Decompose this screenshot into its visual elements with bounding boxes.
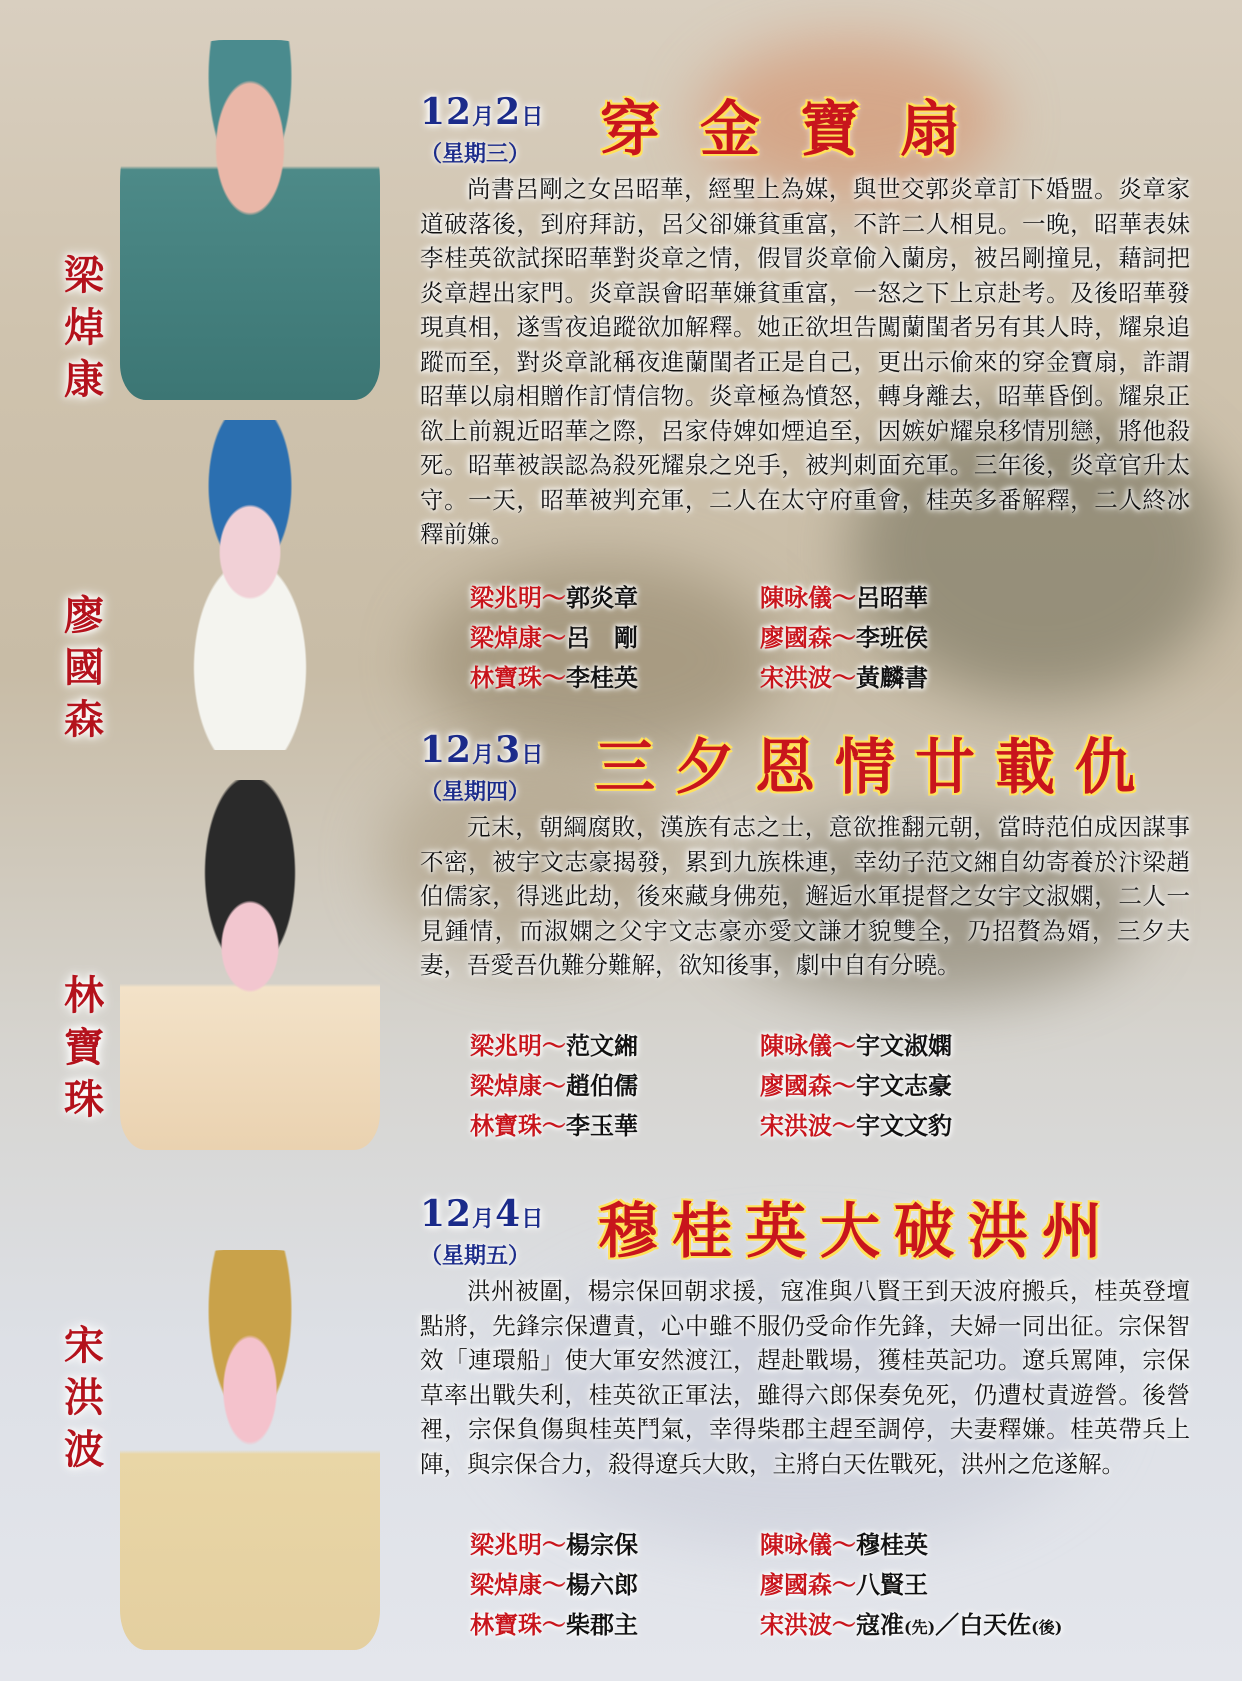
date-month-unit: 月 xyxy=(472,104,496,130)
cast-item: 陳咏儀～呂昭華 xyxy=(760,583,928,612)
show-date xyxy=(420,90,580,170)
performer-photo xyxy=(120,1250,380,1650)
date-month: 12 xyxy=(420,729,473,771)
show-date xyxy=(420,1192,580,1272)
show-section-3 xyxy=(420,1192,1200,1672)
cast-item: 廖國森～宇文志豪 xyxy=(760,1071,952,1100)
show-synopsis: 元末，朝綱腐敗，漢族有志之士，意欲推翻元朝，當時范伯成因謀事不密，被宇文志豪揭發，累到九族株連，幸幼子范文緗自幼寄養於汴梁趙伯儒家，得逃此劫，後來藏身佛苑，邂逅水軍提督之女宇文淑嫻，二人一見鍾情，而淑嫻之父宇文志豪亦愛文謙才貌雙全，乃招贅為婿，三夕夫妻，吾愛吾仇難分難解，欲知後事，劇中自有分曉。 xyxy=(420,813,1190,979)
cast-list xyxy=(470,1527,1063,1646)
cast-item: 林寶珠～柴郡主 xyxy=(470,1610,638,1639)
show-weekday: （星期三） xyxy=(420,141,531,167)
cast-item: 梁焯康～趙伯儒 xyxy=(470,1071,638,1100)
cast-item: 梁焯康～呂 剛 xyxy=(470,623,638,652)
cast-item: 梁兆明～楊宗保 xyxy=(470,1530,638,1559)
portrait-3 xyxy=(60,780,390,1150)
cast-item: 梁焯康～楊六郎 xyxy=(470,1570,638,1599)
date-month: 12 xyxy=(420,91,473,133)
cast-item: 宋洪波～寇准(先)／白天佐(後) xyxy=(760,1610,1063,1639)
portrait-2 xyxy=(60,420,390,750)
performer-name: 林寶珠 xyxy=(64,972,104,1123)
show-synopsis: 洪州被圍，楊宗保回朝求援，寇准與八賢王到天波府搬兵，桂英登壇點將，先鋒宗保遭責，心中雖不服仍受命作先鋒，夫婦一同出征。宗保智效「連環船」使大軍安然渡江，趕赴戰場，獲桂英記功。遼兵罵陣，宗保草率出戰失利，桂英欲正軍法，雖得六郎保奏免死，仍遭杖責遊營。後營裡，宗保負傷與桂英鬥氣，幸得柴郡主趕至調停，夫妻釋嫌。桂英帶兵上陣，與宗保合力，殺得遼兵大敗，主將白天佐戰死，洪州之危遂解。 xyxy=(420,1277,1190,1478)
cast-item: 梁兆明～郭炎章 xyxy=(470,583,638,612)
date-month: 12 xyxy=(420,1193,473,1235)
cast-item: 陳咏儀～穆桂英 xyxy=(760,1530,928,1559)
show-section-2 xyxy=(420,728,1200,1168)
portrait-1 xyxy=(60,40,390,403)
performer-name: 廖國森 xyxy=(64,592,104,743)
cast-item: 林寶珠～李桂英 xyxy=(470,663,638,692)
cast-item: 宋洪波～黃麟書 xyxy=(760,663,928,692)
cast-item: 廖國森～八賢王 xyxy=(760,1570,928,1599)
performer-photo xyxy=(120,420,380,750)
cast-list xyxy=(470,1028,1030,1144)
date-day: 2 xyxy=(495,91,522,133)
date-day-unit: 日 xyxy=(521,104,545,130)
show-title: 穿金寶扇 xyxy=(600,95,1000,165)
cast-item: 陳咏儀～宇文淑嫻 xyxy=(760,1031,952,1060)
show-title: 穆桂英大破洪州 xyxy=(598,1197,1116,1267)
show-date xyxy=(420,728,580,808)
cast-item: 林寶珠～李玉華 xyxy=(470,1111,638,1140)
date-day-unit: 日 xyxy=(521,742,545,768)
show-title: 三夕恩情廿載仇 xyxy=(595,733,1155,803)
date-month-unit: 月 xyxy=(472,742,496,768)
show-weekday: （星期四） xyxy=(420,779,531,805)
date-day: 4 xyxy=(495,1193,522,1235)
cast-item: 梁兆明～范文緗 xyxy=(470,1031,638,1060)
performer-photo xyxy=(120,780,380,1150)
date-day-unit: 日 xyxy=(521,1206,545,1232)
show-synopsis: 尚書呂剛之女呂昭華，經聖上為媒，與世交郭炎章訂下婚盟。炎章家道破落後，到府拜訪，呂父卻嫌貧重富，不許二人相見。一晚，昭華表妹李桂英欲試探昭華對炎章之情，假冒炎章偷入蘭房，被呂剛撞見，藉詞把炎章趕出家門。炎章誤會昭華嫌貧重富，一怒之下上京赴考。及後昭華發現真相，遂雪夜追蹤欲加解釋。她正欲坦告闖蘭閨者另有其人時，耀泉追蹤而至，對炎章訛稱夜進蘭閨者正是自己，更出示偷來的穿金寶扇，詐謂昭華以扇相贈作訂情信物。炎章極為憤怒，轉身離去，昭華昏倒。耀泉正欲上前親近昭華之際，呂家侍婢如煙追至，因嫉妒耀泉移情別戀，將他殺死。昭華被誤認為殺死耀泉之兇手，被判刺面充軍。三年後，炎章官升太守。一天，昭華被判充軍，二人在太守府重會，桂英多番解釋，二人終冰釋前嫌。 xyxy=(420,175,1190,548)
portrait-4 xyxy=(60,1250,390,1650)
show-weekday: （星期五） xyxy=(420,1243,531,1269)
cast-item: 廖國森～李班侯 xyxy=(760,623,928,652)
performer-name: 梁焯康 xyxy=(64,252,104,403)
cast-item: 宋洪波～宇文文豹 xyxy=(760,1111,952,1140)
cast-list xyxy=(470,580,1030,696)
date-month-unit: 月 xyxy=(472,1206,496,1232)
performer-photo xyxy=(120,40,380,400)
performer-name: 宋洪波 xyxy=(64,1322,104,1473)
date-day: 3 xyxy=(495,729,522,771)
show-section-1 xyxy=(420,90,1200,692)
